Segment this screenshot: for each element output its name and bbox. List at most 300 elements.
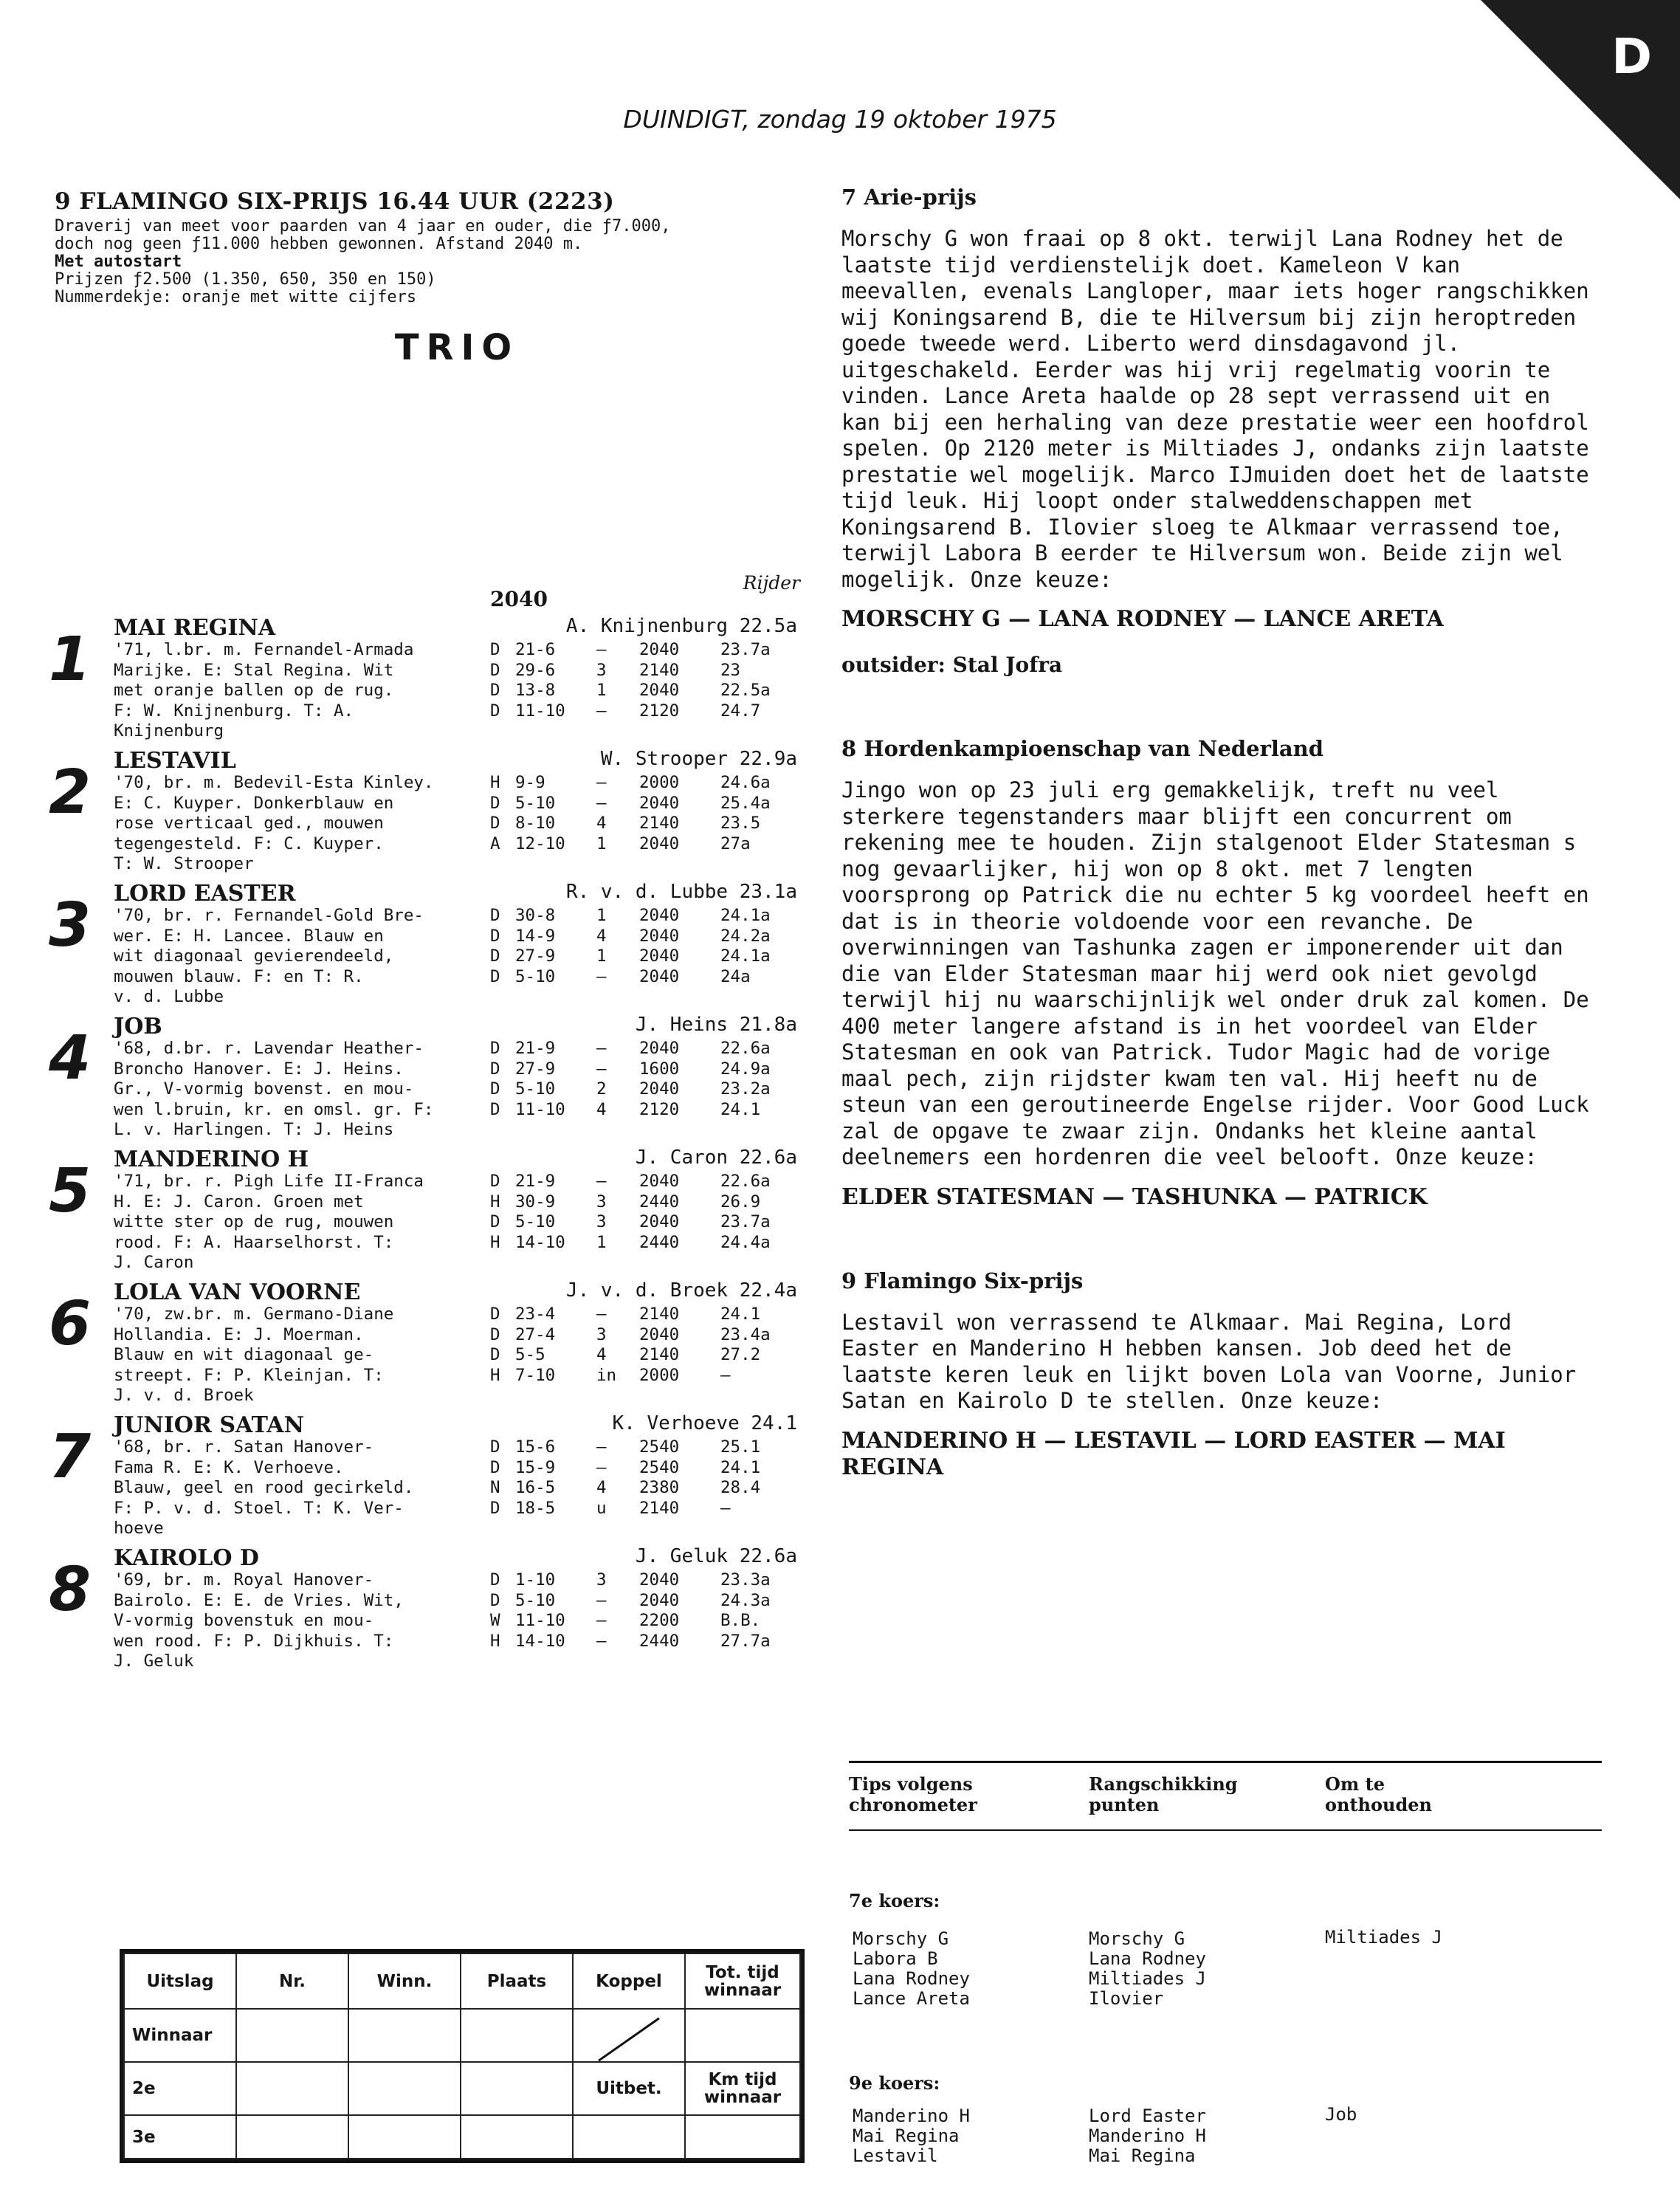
- result-cell: 24.7: [720, 701, 761, 721]
- result-cell: 11-10: [515, 701, 565, 721]
- result-row: [490, 946, 808, 967]
- desc-line: '68, d.br. r. Lavendar Heather-: [114, 1039, 424, 1058]
- desc-line: J. Geluk: [114, 1651, 194, 1671]
- horse-results: [490, 1172, 808, 1253]
- slash-mark: [598, 2018, 660, 2062]
- intro-line: Prijzen ƒ2.500 (1.350, 650, 350 en 150): [55, 270, 436, 289]
- result-cell: 23.2a: [720, 1079, 771, 1099]
- horse-driver: J. Heins 21.8a: [635, 1014, 797, 1036]
- horse-name: LOLA VAN VOORNE: [114, 1279, 361, 1305]
- result-cell: 26.9: [720, 1192, 761, 1211]
- result-cell: 2040: [639, 946, 680, 966]
- col-winn: Winn.: [348, 1953, 461, 2009]
- page-header: DUINDIGT, zondag 19 oktober 1975: [623, 105, 1057, 134]
- horse-driver: R. v. d. Lubbe 23.1a: [565, 881, 797, 903]
- horse-description: [114, 1305, 534, 1406]
- result-cell: 2200: [639, 1611, 680, 1630]
- result-cell: A: [490, 834, 500, 853]
- tips-list: [853, 1929, 970, 2009]
- result-row: [490, 1305, 808, 1325]
- horse-entry: [49, 615, 808, 748]
- result-cell: 27-4: [515, 1324, 556, 1344]
- tips-header: Om te onthouden: [1325, 1773, 1432, 1815]
- tips-entry: Morschy G: [1089, 1928, 1185, 1949]
- result-cell: 2040: [639, 1039, 680, 1058]
- result-row: [490, 1172, 808, 1192]
- rijder-label: Rijder: [743, 572, 800, 594]
- result-cell: 23.7a: [720, 1212, 771, 1231]
- horse-entry: [49, 1279, 808, 1412]
- col-uitslag: Uitslag: [124, 1953, 236, 2009]
- result-cell: 1: [596, 906, 607, 925]
- result-cell: 2040: [639, 926, 680, 946]
- horse-results: [490, 1039, 808, 1120]
- tips-list: [1089, 2106, 1206, 2166]
- row-3e: 3e: [124, 2115, 236, 2159]
- result-cell: 24.1: [720, 1305, 761, 1324]
- result-row: [490, 1632, 808, 1652]
- horse-driver: J. Geluk 22.6a: [635, 1545, 797, 1567]
- result-cell: —: [596, 1305, 607, 1324]
- result-cell: 11-10: [515, 1099, 565, 1119]
- horse-name: LESTAVIL: [114, 748, 236, 774]
- result-cell: W: [490, 1611, 500, 1630]
- result-cell: 1: [596, 946, 607, 966]
- result-cell: H: [490, 773, 500, 792]
- row-winnaar: Winnaar: [124, 2009, 236, 2062]
- tips-entry: Ilovier: [1089, 1988, 1164, 2009]
- horse-number: 3: [49, 890, 92, 960]
- horse-entry: [49, 1147, 808, 1279]
- section-pick: MORSCHY G — LANA RODNEY — LANCE ARETA: [841, 606, 1444, 632]
- result-row: [490, 1079, 808, 1100]
- result-cell: 27.2: [720, 1345, 761, 1364]
- result-cell: 2: [596, 1079, 607, 1099]
- distance-label: 2040: [490, 587, 548, 611]
- col-koppel: Koppel: [573, 1953, 685, 2009]
- result-cell: 3: [596, 1212, 607, 1231]
- result-cell: 30-8: [515, 906, 556, 925]
- tips-list: [1089, 1929, 1206, 2009]
- result-cell: 24.1a: [720, 906, 771, 925]
- result-cell: D: [490, 1437, 500, 1457]
- horse-name: MAI REGINA: [114, 615, 276, 641]
- desc-line: wer. E: H. Lancee. Blauw en: [114, 926, 384, 946]
- desc-line: v. d. Lubbe: [114, 987, 224, 1006]
- result-cell: 21-9: [515, 1039, 556, 1058]
- result-cell: D: [490, 640, 500, 659]
- result-cell: D: [490, 1212, 500, 1231]
- result-cell: D: [490, 906, 500, 925]
- result-cell: in: [596, 1365, 617, 1385]
- result-cell: 2140: [639, 1498, 680, 1518]
- result-cell: 27-9: [515, 1059, 556, 1079]
- result-cell: 29-6: [515, 660, 556, 680]
- result-cell: 30-9: [515, 1192, 556, 1211]
- desc-line: wen rood. F: P. Dijkhuis. T:: [114, 1631, 394, 1651]
- result-cell: 2000: [639, 1365, 680, 1385]
- result-cell: 25.4a: [720, 793, 771, 813]
- divider: [849, 1761, 1602, 1763]
- result-cell: 24.9a: [720, 1059, 771, 1079]
- result-cell: 2040: [639, 834, 680, 853]
- tips-entry: Mai Regina: [853, 2125, 960, 2146]
- result-cell: 2040: [639, 793, 680, 813]
- result-cell: 1-10: [515, 1570, 556, 1589]
- intro-line: Met autostart: [55, 252, 182, 271]
- result-cell: —: [596, 1611, 607, 1630]
- result-cell: 16-5: [515, 1478, 556, 1497]
- tips-header: Tips volgens chronometer: [849, 1773, 977, 1815]
- result-cell: —: [596, 1437, 607, 1457]
- result-cell: H: [490, 1232, 500, 1252]
- cell-input[interactable]: [348, 2062, 461, 2115]
- result-row: [490, 1100, 808, 1121]
- cell-input[interactable]: [573, 2115, 685, 2159]
- result-cell: 23-4: [515, 1305, 556, 1324]
- desc-line: '68, br. r. Satan Hanover-: [114, 1437, 374, 1457]
- result-cell: 1600: [639, 1059, 680, 1079]
- result-row: [490, 1039, 808, 1059]
- result-cell: 4: [596, 1099, 607, 1119]
- tips-list: [1325, 2105, 1357, 2125]
- desc-line: '70, zw.br. m. Germano-Diane: [114, 1305, 394, 1324]
- result-cell: 2440: [639, 1232, 680, 1252]
- horse-number: 2: [49, 757, 92, 828]
- result-cell: 2040: [639, 1590, 680, 1610]
- tips-entry: Morschy G: [853, 1928, 949, 1949]
- uitbet-label: Uitbet.: [573, 2062, 685, 2115]
- result-cell: D: [490, 1498, 500, 1518]
- desc-line: tegengesteld. F: C. Kuyper.: [114, 834, 384, 853]
- result-cell: 24.3a: [720, 1590, 771, 1610]
- desc-line: H. E: J. Caron. Groen met: [114, 1192, 364, 1211]
- result-cell: D: [490, 926, 500, 946]
- result-cell: 5-10: [515, 1212, 556, 1231]
- desc-line: Blauw en wit diagonaal ge-: [114, 1345, 374, 1364]
- result-cell: D: [490, 1059, 500, 1079]
- intro-line: Draverij van meet voor paarden van 4 jaar en ouder, die ƒ7.000,: [55, 217, 671, 236]
- cell-input[interactable]: [685, 2009, 800, 2062]
- result-cell: 9-9: [515, 773, 545, 792]
- result-cell: 21-6: [515, 640, 556, 659]
- kmtijd-label: Km tijd winnaar: [685, 2062, 800, 2115]
- result-cell: 27.7a: [720, 1631, 771, 1651]
- result-cell: —: [596, 701, 607, 721]
- result-row: [490, 927, 808, 947]
- result-cell: 1: [596, 834, 607, 853]
- result-cell: 23: [720, 660, 741, 680]
- result-cell: D: [490, 1039, 500, 1058]
- result-cell: 5-10: [515, 793, 556, 813]
- desc-line: '69, br. m. Royal Hanover-: [114, 1570, 374, 1589]
- result-cell: 2120: [639, 701, 680, 721]
- result-row: [490, 1570, 808, 1591]
- desc-line: '70, br. m. Bedevil-Esta Kinley.: [114, 773, 434, 792]
- result-cell: 1: [596, 1232, 607, 1252]
- result-cell: 14-10: [515, 1232, 565, 1252]
- result-cell: 2040: [639, 1172, 680, 1191]
- result-cell: D: [490, 1099, 500, 1119]
- section-title: 7 Arie-prijs: [841, 185, 977, 210]
- result-cell: —: [596, 1039, 607, 1058]
- result-cell: D: [490, 1345, 500, 1364]
- result-row: [490, 1611, 808, 1632]
- horse-description: [114, 773, 534, 875]
- tips-entry: Labora B: [853, 1948, 938, 1969]
- result-cell: 22.5a: [720, 681, 771, 700]
- horse-driver: K. Verhoeve 24.1: [612, 1412, 797, 1434]
- cell-input[interactable]: [236, 2009, 348, 2062]
- horse-name: JOB: [114, 1014, 162, 1039]
- desc-line: E: C. Kuyper. Donkerblauw en: [114, 793, 394, 813]
- result-cell: D: [490, 660, 500, 680]
- desc-line: V-vormig bovenstuk en mou-: [114, 1611, 374, 1630]
- outsider: outsider: Stal Jofra: [841, 653, 1063, 677]
- result-cell: 2040: [639, 681, 680, 700]
- result-cell: D: [490, 1324, 500, 1344]
- result-cell: —: [596, 1457, 607, 1477]
- cell-input[interactable]: [461, 2115, 573, 2159]
- result-row: [490, 1345, 808, 1366]
- desc-line: wit diagonaal gevierendeeld,: [114, 946, 394, 966]
- result-row: [490, 1591, 808, 1612]
- result-row: [490, 967, 808, 988]
- cell-input[interactable]: [348, 2115, 461, 2159]
- result-cell: H: [490, 1365, 500, 1385]
- desc-line: met oranje ballen op de rug.: [114, 681, 394, 700]
- result-cell: 3: [596, 660, 607, 680]
- cell-input[interactable]: [461, 2062, 573, 2115]
- horse-results: [490, 640, 808, 721]
- result-cell: H: [490, 1631, 500, 1651]
- desc-line: J. v. d. Broek: [114, 1386, 254, 1405]
- result-cell: 2380: [639, 1478, 680, 1497]
- race-title: 9 FLAMINGO SIX-PRIJS 16.44 UUR (2223): [55, 188, 615, 215]
- desc-line: '71, br. r. Pigh Life II-Franca: [114, 1172, 424, 1191]
- corner-letter: D: [1611, 28, 1652, 85]
- result-cell: 11-10: [515, 1611, 565, 1630]
- horse-description: [114, 640, 534, 742]
- result-cell: H: [490, 1192, 500, 1211]
- result-cell: 2000: [639, 773, 680, 792]
- horse-driver: A. Knijnenburg 22.5a: [565, 615, 797, 637]
- result-cell: 2040: [639, 906, 680, 925]
- horse-entry: [49, 1545, 808, 1678]
- result-cell: 5-5: [515, 1345, 545, 1364]
- desc-line: F: P. v. d. Stoel. T: K. Ver-: [114, 1498, 404, 1518]
- result-cell: 21-9: [515, 1172, 556, 1191]
- cell-input[interactable]: [236, 2062, 348, 2115]
- result-cell: 24a: [720, 966, 751, 986]
- result-cell: 4: [596, 1478, 607, 1497]
- cell-input[interactable]: [236, 2115, 348, 2159]
- result-cell: D: [490, 1305, 500, 1324]
- result-cell: 8-10: [515, 814, 556, 833]
- desc-line: Blauw, geel en rood gecirkeld.: [114, 1478, 414, 1497]
- tips-list: [1325, 1928, 1442, 1948]
- desc-line: wen l.bruin, kr. en omsl. gr. F:: [114, 1099, 434, 1119]
- desc-line: Knijnenburg: [114, 721, 224, 740]
- result-cell: 4: [596, 926, 607, 946]
- result-cell: —: [596, 966, 607, 986]
- result-cell: 28.4: [720, 1478, 761, 1497]
- result-cell: 4: [596, 1345, 607, 1364]
- trio-heading: TRIO: [394, 327, 520, 368]
- result-cell: D: [490, 814, 500, 833]
- horse-results: [490, 1305, 808, 1386]
- tips-entry: Mai Regina: [1089, 2145, 1196, 2166]
- section-text: Lestavil won verrassend te Alkmaar. Mai Regina, Lord Easter en Manderino H hebben kansen. Job deed het de laatste keren leuk en lijkt boven Lola van Voorne, Junior Satan en Kairolo D te stellen. Onze keuze:: [841, 1309, 1577, 1413]
- result-cell: u: [596, 1498, 607, 1518]
- result-cell: 5-10: [515, 1590, 556, 1610]
- desc-line: '71, l.br. m. Fernandel-Armada: [114, 640, 414, 659]
- result-row: [490, 1478, 808, 1499]
- result-cell: 5-10: [515, 1079, 556, 1099]
- horse-driver: J. Caron 22.6a: [635, 1147, 797, 1169]
- desc-line: Gr., V-vormig bovenst. en mou-: [114, 1079, 414, 1099]
- intro-line: doch nog geen ƒ11.000 hebben gewonnen. Afstand 2040 m.: [55, 235, 583, 253]
- result-cell: 3: [596, 1570, 607, 1589]
- result-row: [490, 794, 808, 814]
- tips-entry: Miltiades J: [1325, 1927, 1442, 1948]
- result-cell: D: [490, 946, 500, 966]
- desc-line: F: W. Knijnenburg. T: A.: [114, 701, 354, 721]
- section-text: Jingo won op 23 juli erg gemakkelijk, treft nu veel sterkere tegenstanders maar blijft een concurrent om rekening mee te houden. Zijn stalgenoot Elder Statesman s nog gevaarlijker, hij won op 8 okt. met 7 lengten voorsprong op Patrick die nu echter 5 kg voordeel heeft en dat is in theorie voldoende voor een revanche. De overwinningen van Tashunka zagen er imponerender uit dan die van Elder Statesman maar hij werd ook niet gevolgd terwijl hij nu waarschijnlijk wel onder druk zal komen. De 400 meter langere afstand is in het voordeel van Elder Statesman en ook van Patrick. Tudor Magic had de vorige maal pech, zijn rijdster kwam ten val. Hij heeft nu de steun van een geroutineerde Engelse rijder. Voor Good Luck zal de opgave te zwaar zijn. Ondanks het kleine aantal deelnemers een hordenren die veel belooft. Onze keuze:: [841, 777, 1589, 1169]
- cell-input[interactable]: [348, 2009, 461, 2062]
- result-cell: D: [490, 701, 500, 721]
- result-row: [490, 701, 808, 722]
- result-cell: 13-8: [515, 681, 556, 700]
- row-2e: 2e: [124, 2062, 236, 2115]
- section-title: 8 Hordenkampioenschap van Nederland: [841, 736, 1324, 761]
- result-cell: —: [596, 1059, 607, 1079]
- result-row: [490, 1437, 808, 1458]
- desc-line: rose verticaal ged., mouwen: [114, 814, 384, 833]
- result-cell: 2140: [639, 1305, 680, 1324]
- horse-results: [490, 906, 808, 987]
- koppel-slash-cell: [573, 2009, 685, 2062]
- result-cell: 4: [596, 814, 607, 833]
- desc-line: J. Caron: [114, 1253, 194, 1272]
- result-cell: 27-9: [515, 946, 556, 966]
- horse-driver: W. Strooper 22.9a: [600, 748, 797, 770]
- result-cell: 5-10: [515, 966, 556, 986]
- desc-line: '70, br. r. Fernandel-Gold Bre-: [114, 906, 424, 925]
- result-cell: D: [490, 1172, 500, 1191]
- result-grid: [123, 1953, 801, 2159]
- divider: [849, 1829, 1602, 1831]
- cell-input[interactable]: [461, 2009, 573, 2062]
- horse-number: 8: [49, 1555, 92, 1625]
- result-row: [490, 661, 808, 681]
- commentary: [841, 185, 1602, 1481]
- desc-line: L. v. Harlingen. T: J. Heins: [114, 1120, 394, 1139]
- intro-line: Nummerdekje: oranje met witte cijfers: [55, 288, 417, 306]
- tips-entry: Lana Rodney: [1089, 1948, 1206, 1969]
- desc-line: Bairolo. E: E. de Vries. Wit,: [114, 1590, 404, 1610]
- horse-description: [114, 906, 534, 1008]
- race-card: [49, 188, 808, 1671]
- horse-name: LORD EASTER: [114, 881, 296, 907]
- result-cell: 2040: [639, 1324, 680, 1344]
- desc-line: hoeve: [114, 1519, 164, 1538]
- desc-line: T: W. Strooper: [114, 854, 254, 873]
- col-tottijd: Tot. tijd winnaar: [685, 1953, 800, 2009]
- result-cell: D: [490, 681, 500, 700]
- result-cell: —: [596, 1590, 607, 1610]
- tips-entry: Lana Rodney: [853, 1968, 970, 1989]
- result-cell: 15-9: [515, 1457, 556, 1477]
- tips-entry: Lance Areta: [853, 1988, 970, 2009]
- col-plaats: Plaats: [461, 1953, 573, 2009]
- result-row: [490, 834, 808, 855]
- result-cell: 2540: [639, 1437, 680, 1457]
- result-cell: 24.6a: [720, 773, 771, 792]
- tips-entry: Miltiades J: [1089, 1968, 1206, 1989]
- result-cell: 14-10: [515, 1631, 565, 1651]
- horse-description: [114, 1039, 534, 1141]
- result-cell: 22.6a: [720, 1039, 771, 1058]
- result-cell: D: [490, 1079, 500, 1099]
- result-cell: 15-6: [515, 1437, 556, 1457]
- result-cell: 2040: [639, 1212, 680, 1231]
- result-cell: 23.4a: [720, 1324, 771, 1344]
- result-cell: 2540: [639, 1457, 680, 1477]
- result-row: [490, 1458, 808, 1479]
- desc-line: Hollandia. E: J. Moerman.: [114, 1324, 364, 1344]
- result-form: [120, 1949, 805, 2163]
- desc-line: Broncho Hanover. E: J. Heins.: [114, 1059, 404, 1079]
- result-cell: 2040: [639, 640, 680, 659]
- result-cell: B.B.: [720, 1611, 761, 1630]
- desc-line: mouwen blauw. F: en T: R.: [114, 966, 364, 986]
- koers-label: 7e koers:: [849, 1890, 940, 1911]
- col-nr: Nr.: [236, 1953, 348, 2009]
- result-cell: 1: [596, 681, 607, 700]
- result-cell: 2440: [639, 1192, 680, 1211]
- result-cell: 7-10: [515, 1365, 556, 1385]
- koers-label: 9e koers:: [849, 2072, 940, 2094]
- cell-input[interactable]: [685, 2115, 800, 2159]
- tips-entry: Job: [1325, 2104, 1357, 2125]
- horse-entry: [49, 881, 808, 1014]
- horse-number: 1: [49, 625, 92, 695]
- result-cell: 2040: [639, 1570, 680, 1589]
- desc-line: streept. F: P. Kleinjan. T:: [114, 1365, 384, 1385]
- tips-entry: Lord Easter: [1089, 2106, 1206, 2126]
- result-cell: N: [490, 1478, 500, 1497]
- result-cell: 2440: [639, 1631, 680, 1651]
- horse-results: [490, 1437, 808, 1519]
- result-row: [490, 1366, 808, 1386]
- tips-entry: Manderino H: [1089, 2125, 1206, 2146]
- result-cell: 2120: [639, 1099, 680, 1119]
- result-cell: —: [596, 793, 607, 813]
- result-cell: 24.4a: [720, 1232, 771, 1252]
- horse-name: MANDERINO H: [114, 1147, 309, 1172]
- horse-entry: [49, 748, 808, 881]
- section-title: 9 Flamingo Six-prijs: [841, 1268, 1084, 1293]
- result-row: [490, 1059, 808, 1080]
- desc-line: Marijke. E: Stal Regina. Wit: [114, 660, 394, 680]
- result-cell: 25.1: [720, 1437, 761, 1457]
- result-cell: 23.3a: [720, 1570, 771, 1589]
- horse-description: [114, 1570, 534, 1672]
- horse-number: 6: [49, 1289, 92, 1359]
- desc-line: witte ster op de rug, mouwen: [114, 1212, 394, 1231]
- horse-name: KAIROLO D: [114, 1545, 259, 1571]
